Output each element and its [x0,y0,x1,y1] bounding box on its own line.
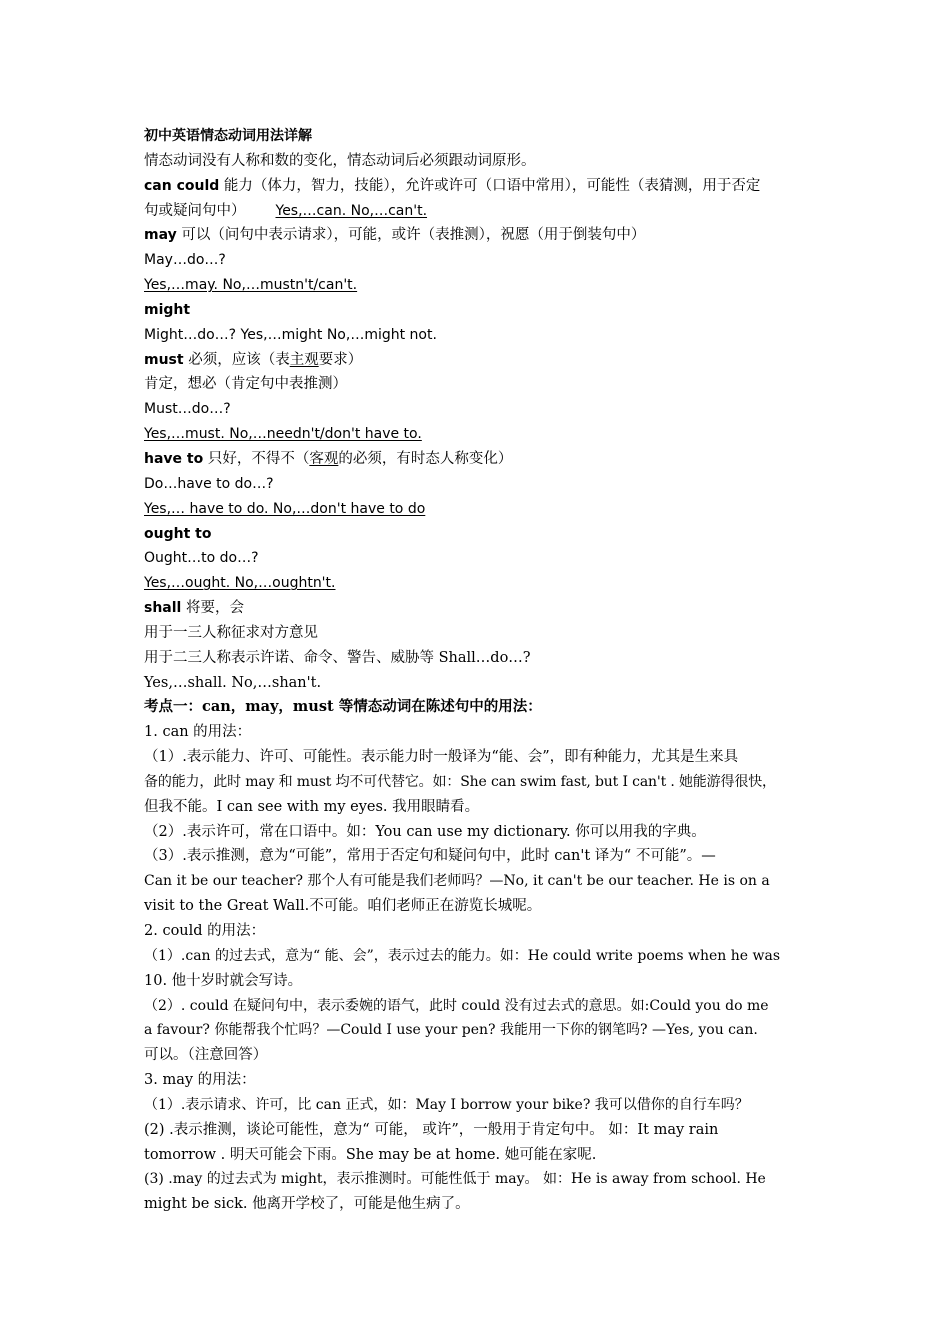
must-desc-b: 要求） [318,351,363,368]
body-line: （2）.表示许可，常在口语中。如：You can use my dictionary. 你可以用我的字典。 [144,823,706,840]
haveto-desc-b: 的必须，有时态人称变化） [338,450,513,467]
body-line: （3）.表示推测，意为“可能”，常用于否定句和疑问句中，此时 can't 译为“ 不可能”。— [144,848,716,865]
haveto-question: Do…have to do…? [144,475,274,492]
haveto-line [144,447,816,472]
oughtto-question: Ought…to do…? [144,550,259,567]
can-desc: 能力（体力，智力，技能），允许或许可（口语中常用），可能性（表猜测，用于否定 [219,177,761,194]
body-line: Can it be our teacher? 那个人有可能是我们老师吗？—No, it can't be our teacher. He is on a [144,873,770,890]
shall-desc: 将要，会 [181,600,244,617]
shall-line-3: 用于二三人称表示许诺、命令、警告、威胁等 Shall…do…? [144,649,531,666]
haveto-head: have to [144,450,204,467]
can-line [144,174,816,199]
must-desc-u: 主观 [289,351,319,368]
body-line: a favour? 你能帮我个忙吗？—Could I use your pen? 我能用一下你的钢笔吗? —Yes, you can. [144,1022,758,1039]
must-answer: Yes,…must. No,…needn't/don't have to. [144,426,422,443]
body-line: 3. may 的用法： [144,1072,256,1089]
haveto-answer-line [144,497,816,522]
must-desc-a: 必须，应该（表 [183,351,290,368]
body-line: 但我不能。I can see with my eyes. 我用眼睛看。 [144,798,480,815]
can-head: can could [144,177,220,194]
body-line: （1）.can 的过去式，意为“ 能、会”，表示过去的能力。如：He could write poems when he was [144,947,781,964]
oughtto-head: ought to [144,525,212,542]
body-line: might be sick. 他离开学校了，可能是他生病了。 [144,1196,470,1213]
oughtto-answer: Yes,…ought. No,…oughtn't. [144,575,336,592]
may-head: may [144,227,177,244]
body-line: (2) .表示推测，谈论可能性，意为“ 可能， 或许”，一般用于肯定句中。 如：It may rain [144,1121,719,1138]
must-line-2: 肯定，想必（肯定句中表推测） [144,376,347,393]
must-line [144,348,816,373]
can-line-2 [144,199,816,224]
body-line: tomorrow . 明天可能会下雨。She may be at home. 她可能在家呢. [144,1146,597,1163]
may-answer-line [144,273,816,298]
body-line: 备的能力，此时 may 和 must 均不可代替它。如：She can swim fast, but I can't . 她能游得很快， [144,773,776,790]
shall-line-2: 用于一三人称征求对方意见 [144,624,318,641]
may-question: May…do…? [144,252,226,269]
shall-line [144,596,816,621]
body-line: （1）.表示能力、许可、可能性。表示能力时一般译为“能、会”，即有种能力，尤其是生来具 [144,749,739,766]
can-desc-2: 句或疑问句中） [144,202,246,219]
body-line: visit to the Great Wall.不可能。咱们老师正在游览长城呢。 [144,898,542,915]
document-page [144,124,816,1217]
shall-head: shall [144,600,182,617]
intro-line: 情态动词没有人称和数的变化，情态动词后必须跟动词原形。 [144,152,536,169]
body-line: 1. can 的用法： [144,724,252,741]
shall-answer: Yes,…shall. No,…shan't. [144,674,322,691]
may-desc: 可以（问句中表示请求），可能，或许（表推测），祝愿（用于倒装句中） [176,227,646,244]
can-answer: Yes,…can. No,…can't. [275,202,428,219]
haveto-desc-a: 只好，不得不（ [203,450,310,467]
must-answer-line [144,422,816,447]
may-line [144,223,816,248]
body-line: （1）.表示请求、许可，比 can 正式，如：May I borrow your bike? 我可以借你的自行车吗？ [144,1096,749,1113]
body-line: 可以。（注意回答） [144,1047,268,1064]
oughtto-answer-line [144,571,816,596]
may-answer: Yes,…may. No,…mustn't/can't. [144,277,358,294]
might-head: might [144,301,191,318]
document-title: 初中英语情态动词用法详解 [144,128,312,144]
body-line: (3) .may 的过去式为 might，表示推测时。可能性低于 may。 如：He is away from school. He [144,1171,766,1188]
kaodian-heading: 考点一：can，may，must 等情态动词在陈述句中的用法： [144,698,542,716]
must-head: must [144,351,184,368]
body-line: 10. 他十岁时就会写诗。 [144,972,303,989]
body-line: 2. could 的用法： [144,923,266,939]
must-question: Must…do…? [144,401,231,418]
haveto-desc-u: 客观 [309,450,339,467]
body-line: （2）. could 在疑问句中，表示委婉的语气，此时 could 没有过去式的意思。如:Could you do me [144,997,769,1014]
might-line: Might…do…? Yes,…might No,…might not. [144,326,437,343]
haveto-answer: Yes,… have to do. No,…don't have to do [144,500,426,517]
